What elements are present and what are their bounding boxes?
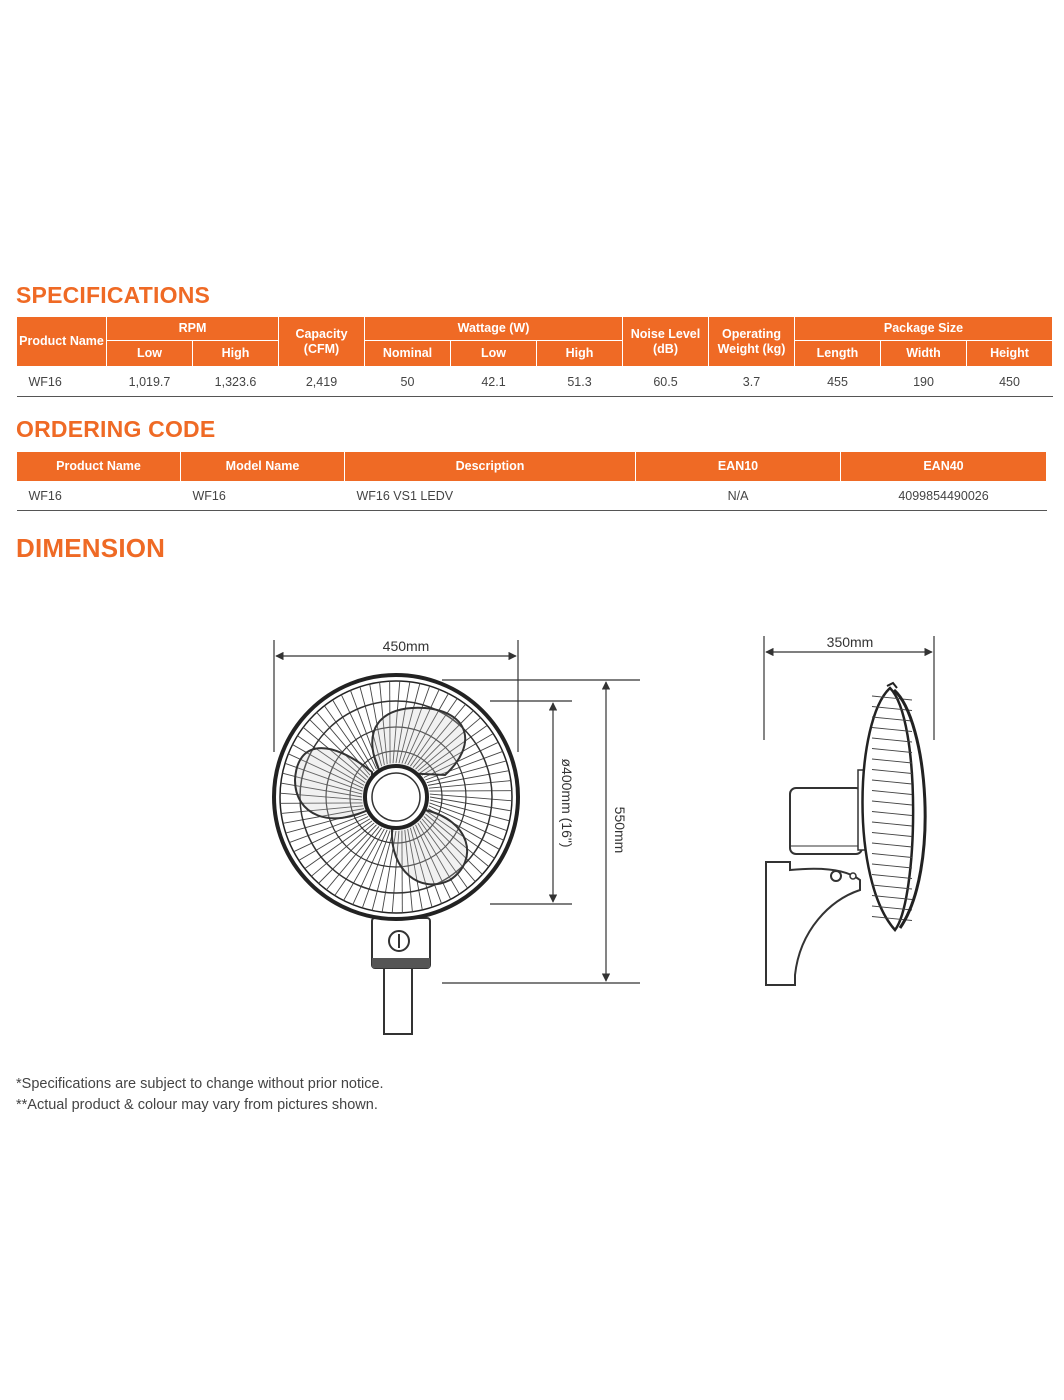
ordering-code-table: [16, 451, 1047, 511]
header-package-size: Package Size: [795, 317, 1053, 341]
header-watt-high: High: [537, 341, 623, 367]
specifications-title: SPECIFICATIONS: [16, 282, 211, 308]
footnote-specifications: *Specifications are subject to change without prior notice.: [16, 1076, 384, 1092]
cell-watt-low: 42.1: [451, 367, 537, 397]
cell-ean10: N/A: [636, 482, 841, 511]
cell-ean40: 4099854490026: [841, 482, 1047, 511]
header-product-name: Product Name: [17, 317, 107, 367]
header-noise: Noise Level (dB): [623, 317, 709, 367]
header-pkg-width: Width: [881, 341, 967, 367]
front-width-label: 450mm: [382, 638, 430, 654]
cell-weight: 3.7: [709, 367, 795, 397]
ordering-code-title: ORDERING CODE: [16, 416, 216, 442]
cell-product-name: WF16: [17, 482, 181, 511]
front-height-label: 550mm: [612, 806, 628, 854]
header-watt-low: Low: [451, 341, 537, 367]
cell-pkg-width: 190: [881, 367, 967, 397]
header-product-name: Product Name: [17, 452, 181, 482]
specifications-table: [16, 316, 1053, 397]
cell-noise: 60.5: [623, 367, 709, 397]
front-diameter-label: ø400mm (16"): [559, 758, 575, 848]
header-ean10: EAN10: [636, 452, 841, 482]
front-view-drawing: [274, 675, 518, 1034]
cell-watt-nominal: 50: [365, 367, 451, 397]
header-weight: Operating Weight (kg): [709, 317, 795, 367]
header-wattage: Wattage (W): [365, 317, 623, 341]
header-watt-nominal: Nominal: [365, 341, 451, 367]
footnote-colour: **Actual product & colour may vary from pictures shown.: [16, 1097, 378, 1113]
cell-model-name: WF16: [181, 482, 345, 511]
cell-pkg-length: 455: [795, 367, 881, 397]
header-rpm-high: High: [193, 341, 279, 367]
table-row: [17, 482, 1047, 511]
header-description: Description: [345, 452, 636, 482]
header-capacity: Capacity (CFM): [279, 317, 365, 367]
header-pkg-height: Height: [967, 341, 1053, 367]
cell-rpm-low: 1,019.7: [107, 367, 193, 397]
cell-pkg-height: 450: [967, 367, 1053, 397]
cell-capacity: 2,419: [279, 367, 365, 397]
header-model-name: Model Name: [181, 452, 345, 482]
cell-description: WF16 VS1 LEDV: [345, 482, 636, 511]
side-dimension-lines: [764, 636, 934, 740]
side-depth-label: 350mm: [826, 634, 874, 650]
dimension-diagram: [0, 600, 1064, 1050]
side-view-drawing: [766, 683, 925, 985]
dimension-title: DIMENSION: [16, 533, 166, 563]
cell-watt-high: 51.3: [537, 367, 623, 397]
cell-product-name: WF16: [17, 367, 107, 397]
header-rpm-low: Low: [107, 341, 193, 367]
header-ean40: EAN40: [841, 452, 1047, 482]
header-rpm: RPM: [107, 317, 279, 341]
header-pkg-length: Length: [795, 341, 881, 367]
cell-rpm-high: 1,323.6: [193, 367, 279, 397]
table-row: [17, 367, 1053, 397]
